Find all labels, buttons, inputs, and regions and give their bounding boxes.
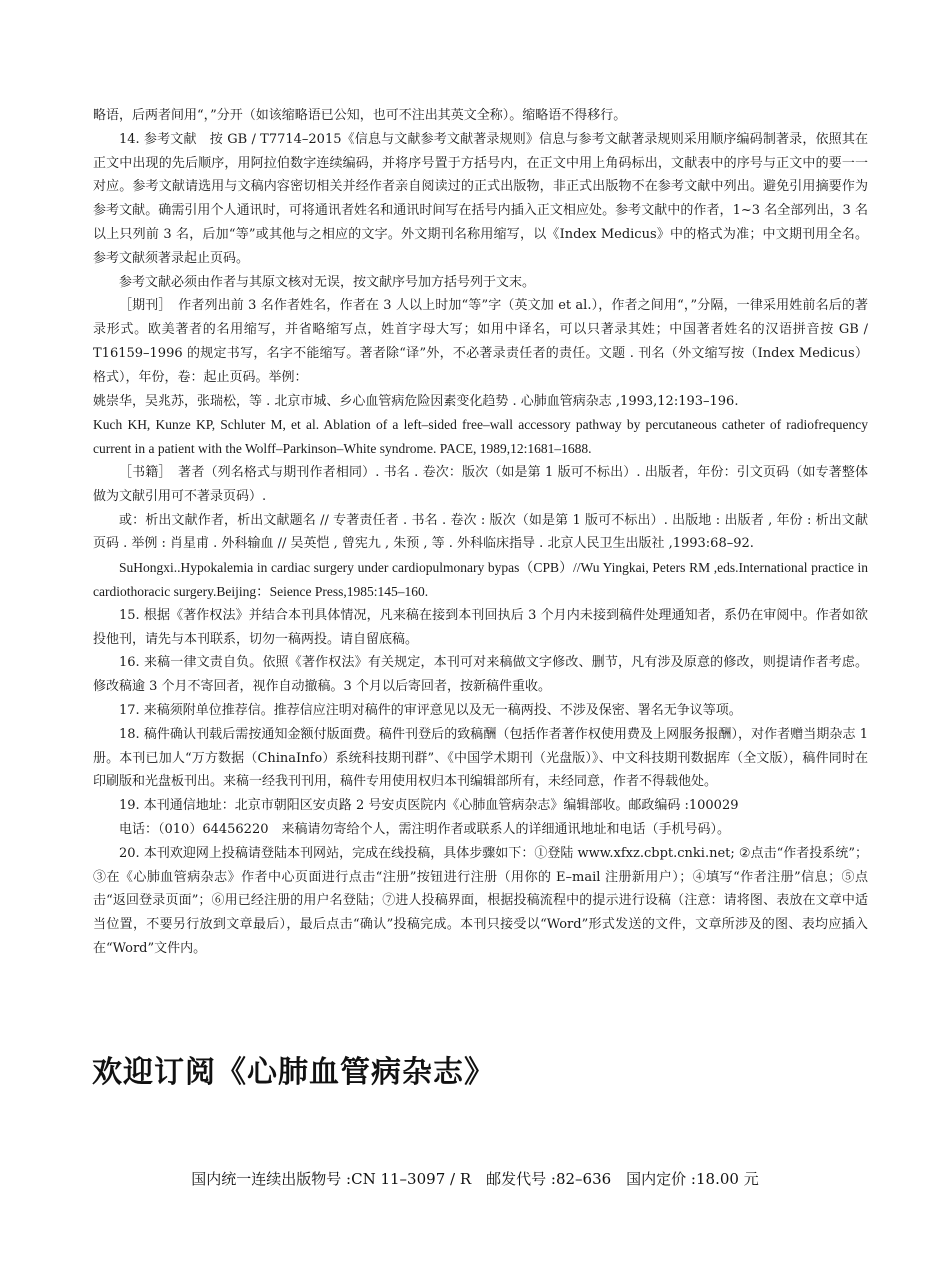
paragraph-item-17: 17. 来稿须附单位推荐信。推荐信应注明对稿件的审评意见以及无一稿两投、不涉及保密、署名无争议等项。 [119,702,742,718]
paragraph-item-20: 20. 本刊欢迎网上投稿请登陆本刊网站，完成在线投稿，具体步骤如下：①登陆 www.xfxz.cbpt.cnki.net; ②点击“作者投系统”；③在《心肺血管病杂志》作者中心页面进行点击“注册”按钮进行注册（用你的 E–mail 注册新用户）；④填写“作者注册”信息；⑤点击“返回登录页面”；⑥用已经注册的用户名登陆；⑦进人投稿界面，根据投稿流程中的提示进行设稿（注意：请将图、表放在文章中适当位置，不要另行放到文章最后），最后点击“确认”投稿完成。本刊只接受以“Word”形式发送的文件，文章所涉及的图、表均应插入在“Word”文件内。 [93,845,868,956]
reference-example-chinese: 姚崇华，吴兆苏，张瑞松，等 . 北京市城、乡心血管病危险因素变化趋势 . 心肺血管病杂志 ,1993,12:193–196. [93,393,739,409]
paragraph-item-19-address: 19. 本刊通信地址：北京市朝阳区安贞路 2 号安贞医院内《心肺血管病杂志》编辑部收。邮政编码 :100029 [119,798,739,814]
paragraph-journal-format: ［期刊］ 作者列出前 3 名作者姓名，作者在 3 人以上时加“等”字（英文加 et al.），作者之间用“，”分隔，一律采用姓前名后的著录形式。欧美著者的名用缩写，并省略缩写点，姓首字母大写；如用中译名，可以只著录其姓；中国著者姓名的汉语拼音按 GB / T16159–1996 的规定书写，名字不能缩写。著者除“译”外，不必著录责任者的责任。文题 . 刊名（外文缩写按（Index Medicus）格式），年份，卷：起止页码。举例： [93,298,868,385]
paragraph-item-18: 18. 稿件确认刊载后需按通知金额付版面费。稿件刊登后的致稿酬（包括作者著作权使用费及上网服务报酬），对作者赠当期杂志 1 册。本刊已加人“万方数据（ChinaInfo）系统科技期刊群”、《中国学术期刊（光盘版）》、中文科技期刊数据库（全文版），稿件同时在印刷版和光盘板刊出。来稿一经我刊刊用，稿件专用使用权归本刊编辑部所有，未经同意，作者不得载他处。 [93,726,868,790]
subscription-banner: 欢迎订阅《心肺血管病杂志》 [92,1055,495,1090]
reference-example-english: Kuch KH, Kunze KP, Schluter M, et al. Ablation of a left–sided free–wall accessory pathway by percutaneous catheter of radiofrequency current in a patient with the Wolff–Parkinson–White syndrome. PACE, 1989,12:1681–1688. [93,417,868,457]
paragraph-item-19-phone: 电话：（010）64456220 来稿请勿寄给个人，需注明作者或联系人的详细通讯地址和电话（手机号码）。 [119,821,730,837]
paragraph-item-15: 15. 根据《著作权法》并结合本刊具体情况，凡来稿在接到本刊回执后 3 个月内未接到稿件处理通知者，系仍在审阅中。作者如欲投他刊，请先与本刊联系，切勿一稿两投。请自留底稿。 [93,607,868,647]
paragraph-chapter-format: 或：析出文献作者，析出文献题名 // 专著责任者 . 书名 . 卷次 : 版次（如是第 1 版可不标出）. 出版地 : 出版者 , 年份 : 析出文献页码 . 举例 : 肖星甫 . 外科输血 // 吴英恺 , 曾宪九 , 朱预 , 等 . 外科临床指导 . 北京人民卫生出版社 ,1993:68–92. [93,512,868,552]
paragraph-item-16: 16. 来稿一律文责自负。依照《著作权法》有关规定，本刊可对来稿做文字修改、删节，凡有涉及原意的修改，则提请作者考虑。修改稿逾 3 个月不寄回者，视作自动撤稿。3 个月以后寄回者，按新稿件重收。 [93,655,868,695]
paragraph-abbreviation-note: 略语，后两者间用“，”分开（如该缩略语已公知，也可不注出其英文全称）。缩略语不得移行。 [93,108,627,123]
article-body [93,104,868,961]
reference-example-chapter: SuHongxi..Hypokalemia in cardiac surgery under cardiopulmonary bypas（CPB）//Wu Yingkai, Peters RM ,eds.International practice in cardiothoracic surgery.Beijing：Seience Press,1985:145–160. [93,560,868,599]
paragraph-book-format: ［书籍］ 著者（列名格式与期刊作者相同）. 书名 . 卷次：版次（如是第 1 版可不标出）. 出版者，年份：引文页码（如专著整体做为文献引用可不著录页码）. [93,464,868,504]
paragraph-references-rule: 14. 参考文献 按 GB / T7714–2015《信息与文献参考文献著录规则》信息与参考文献著录规则采用顺序编码制著录，依照其在正文中出现的先后顺序，用阿拉伯数字连续编码，并将序号置于方括号内，在正文中用上角码标出，文献表中的序号与正文中的要一一对应。参考文献请选用与文稿内容密切相关并经作者亲自阅读过的正式出版物，非正式出版物不在参考文献中列出。避免引用摘要作为参考文献。确需引用个人通讯时，可将通讯者姓名和通讯时间写在括号内插入正文相应处。参考文献中的作者，1~3 名全部列出，3 名以上只列前 3 名，后加“等”或其他与之相应的文字。外文期刊名称用缩写，以《Index Medicus》中的格式为准；中文期刊用全名。参考文献须著录起止页码。 [93,131,868,266]
publication-info-footer: 国内统一连续出版物号 :CN 11–3097 / R 邮发代号 :82–636 国内定价 :18.00 元 [191,1170,759,1188]
paragraph-references-check: 参考文献必须由作者与其原文核对无误，按文献序号加方括号列于文末。 [119,274,536,290]
